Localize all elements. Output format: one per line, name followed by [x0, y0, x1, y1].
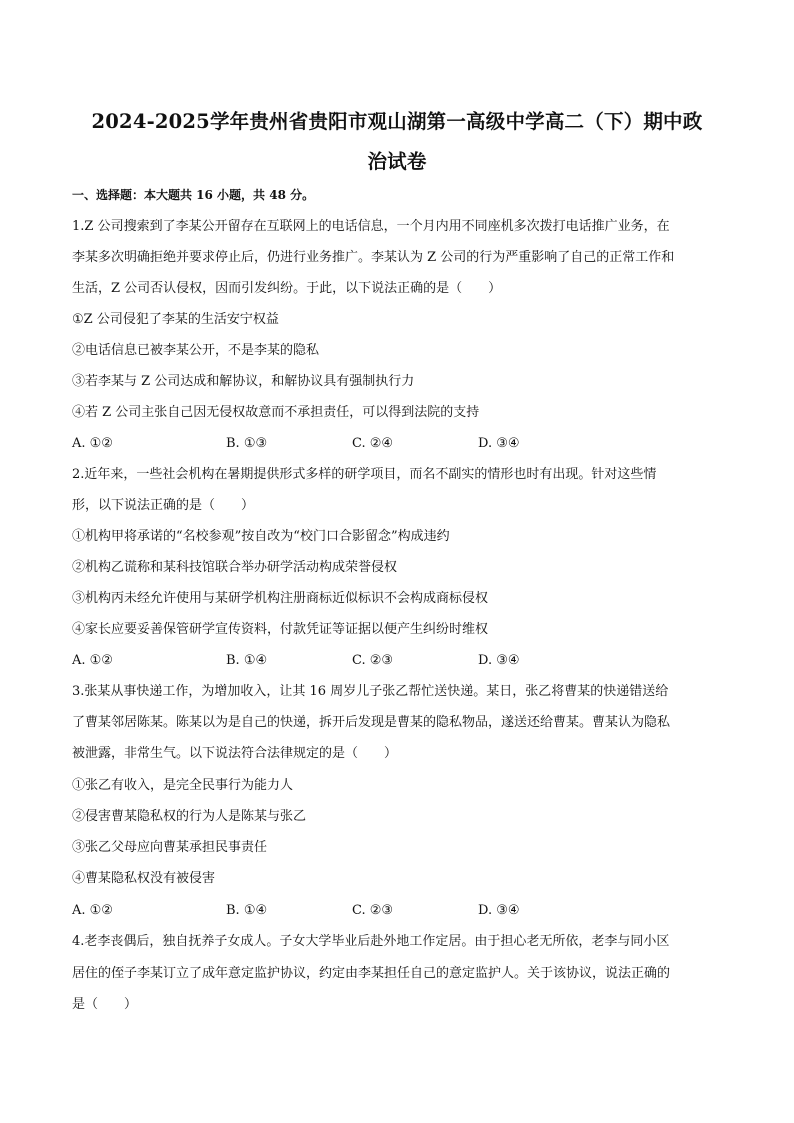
q3-item-1: ①张乙有收入，是完全民事行为能力人: [72, 778, 294, 793]
q1-stem-line-3: 生活，Z 公司否认侵权，因而引发纠纷。于此，以下说法正确的是（ ）: [72, 281, 502, 296]
q1-stem-line-1: 1.Z 公司搜索到了李某公开留存在互联网上的电话信息，一个月内用不同座机多次拨打电话推广业务，在: [72, 219, 670, 234]
exam-title-line-1: 2024-2025学年贵州省贵阳市观山湖第一高级中学高二（下）期中政: [91, 110, 703, 133]
q3-option-c[interactable]: C. ②③: [352, 903, 394, 918]
q1-option-d[interactable]: D. ③④: [478, 436, 520, 451]
q2-stem-line-2: 形，以下说法正确的是（ ）: [72, 498, 255, 513]
q3-item-2: ②侵害曹某隐私权的行为人是陈某与张乙: [72, 809, 307, 824]
q4-stem-line-2: 居住的侄子李某订立了成年意定监护协议，约定由李某担任自己的意定监护人。关于该协议，说法正确的: [72, 966, 671, 981]
q1-option-b[interactable]: B. ①③: [226, 436, 268, 451]
q2-option-a[interactable]: A. ①②: [72, 653, 113, 668]
q3-option-d[interactable]: D. ③④: [478, 903, 520, 918]
q2-option-c[interactable]: C. ②③: [352, 653, 394, 668]
section-header: 一、选择题：本大题共 16 小题，共 48 分。: [72, 188, 315, 202]
q1-item-4: ④若 Z 公司主张自己因无侵权故意而不承担责任，可以得到法院的支持: [72, 405, 480, 420]
q1-item-3: ③若李某与 Z 公司达成和解协议，和解协议具有强制执行力: [72, 374, 415, 389]
q3-option-b[interactable]: B. ①④: [226, 903, 268, 918]
q1-option-c[interactable]: C. ②④: [352, 436, 394, 451]
q1-item-2: ②电话信息已被李某公开，不是李某的隐私: [72, 343, 320, 358]
q1-option-a[interactable]: A. ①②: [72, 436, 113, 451]
q3-item-4: ④曹某隐私权没有被侵害: [72, 871, 216, 886]
q2-item-4: ④家长应要妥善保管研学宣传资料，付款凭证等证据以便产生纠纷时维权: [72, 622, 489, 637]
q2-option-d[interactable]: D. ③④: [478, 653, 520, 668]
q4-stem-line-1: 4.老李丧偶后，独自抚养子女成人。子女大学毕业后赴外地工作定居。由于担心老无所依，老李与同小区: [72, 934, 670, 949]
q2-option-b[interactable]: B. ①④: [226, 653, 268, 668]
q2-stem-line-1: 2.近年来，一些社会机构在暑期提供形式多样的研学项目，而名不副实的情形也时有出现。针对这些情: [72, 467, 657, 482]
q3-option-a[interactable]: A. ①②: [72, 903, 113, 918]
q1-stem-line-2: 李某多次明确拒绝并要求停止后，仍进行业务推广。李某认为 Z 公司的行为严重影响了自己的正常工作和: [72, 250, 675, 265]
q2-item-1: ①机构甲将承诺的“名校参观”按自改为“校门口合影留念”构成违约: [72, 529, 450, 544]
q4-stem-line-3: 是（ ）: [72, 997, 138, 1012]
q3-stem-line-2: 了曹某邻居陈某。陈某以为是自己的快递，拆开后发现是曹某的隐私物品，遂送还给曹某。曹某认为隐私: [72, 715, 671, 730]
q2-item-2: ②机构乙谎称和某科技馆联合举办研学活动构成荣誉侵权: [72, 560, 398, 575]
q3-stem-line-3: 被泄露，非常生气。以下说法符合法律规定的是（ ）: [72, 746, 398, 761]
exam-title-line-2: 治试卷: [367, 150, 427, 173]
q2-item-3: ③机构丙未经允许使用与某研学机构注册商标近似标识不会构成商标侵权: [72, 591, 489, 606]
q1-item-1: ①Z 公司侵犯了李某的生活安宁权益: [72, 312, 279, 327]
q3-stem-line-1: 3.张某从事快递工作，为增加收入，让其 16 周岁儿子张乙帮忙送快递。某日，张乙将曹某的快递错送给: [72, 684, 669, 699]
q3-item-3: ③张乙父母应向曹某承担民事责任: [72, 840, 268, 855]
